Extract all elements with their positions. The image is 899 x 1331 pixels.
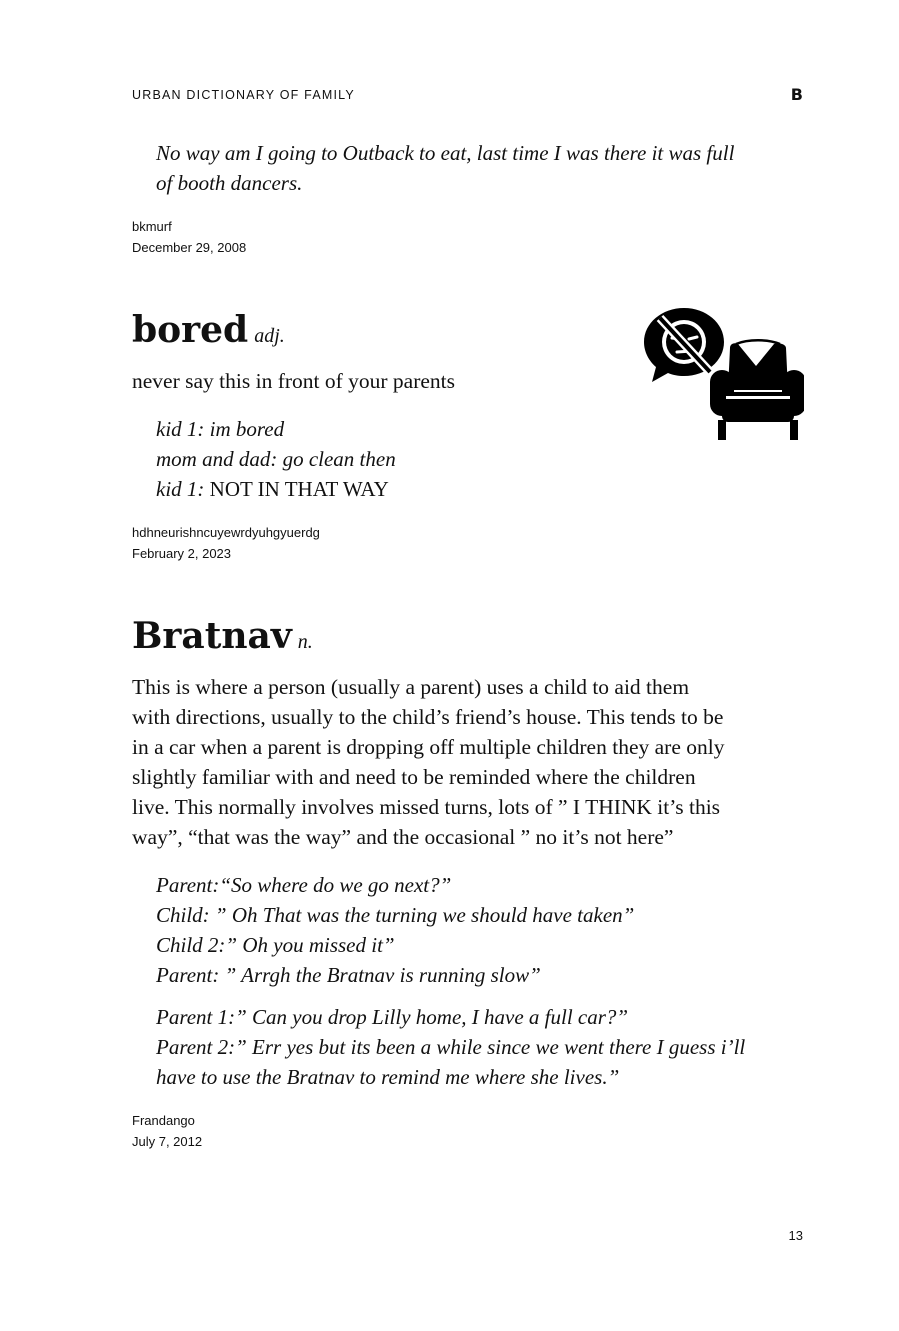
entry-heading	[132, 616, 803, 656]
example-line: No way am I going to Outback to eat, last time I was there it was full	[156, 141, 735, 165]
example-line	[156, 474, 803, 504]
example-line: Child: ” Oh That was the turning we should have taken”	[156, 903, 635, 927]
example-quote	[156, 138, 803, 198]
example-line: Child 2:” Oh you missed it”	[156, 933, 395, 957]
example-shout: NOT IN THAT WAY	[209, 477, 389, 501]
example-speaker: kid 1:	[156, 477, 210, 501]
definition-line: in a car when a parent is dropping off multiple children they are only	[132, 735, 725, 759]
example-line: Parent 1:” Can you drop Lilly home, I have a full car?”	[156, 1005, 629, 1029]
example-line: Parent 2:” Err yes but its been a while since we went there I guess i’ll	[156, 1035, 746, 1059]
entry-meta	[132, 522, 803, 564]
example-line: kid 1: im bored	[156, 417, 285, 441]
example-line: Parent:“So where do we go next?”	[156, 873, 452, 897]
entry-date: July 7, 2012	[132, 1134, 203, 1149]
entry-continuation	[132, 138, 803, 198]
author-name: hdhneurishncuyewrdyuhgyuerdg	[132, 525, 320, 540]
definition-line: live. This normally involves missed turns, lots of ” I THINK it’s this	[132, 795, 721, 819]
entry-date: February 2, 2023	[132, 546, 232, 561]
example-line: Parent: ” Arrgh the Bratnav is running slow”	[156, 963, 541, 987]
definition-line: This is where a person (usually a parent) uses a child to aid them	[132, 675, 690, 699]
entry-definition	[132, 672, 803, 852]
armchair-icon	[710, 340, 804, 440]
author-name: bkmurf	[132, 219, 172, 234]
speech-bubble-icon	[644, 308, 724, 382]
book-title: URBAN DICTIONARY OF FAMILY	[132, 88, 355, 102]
section-letter: B	[790, 85, 803, 104]
example-line: have to use the Bratnav to remind me where she lives.”	[156, 1065, 620, 1089]
entry-term: Bratnav	[132, 615, 292, 657]
entry-example	[132, 870, 803, 990]
entry-example	[132, 1002, 803, 1092]
bored-face-and-armchair-icon	[644, 306, 804, 446]
part-of-speech: adj.	[254, 325, 285, 347]
entry-meta	[132, 216, 803, 258]
entry-term: bored	[132, 309, 249, 351]
example-line: of booth dancers.	[156, 171, 303, 195]
part-of-speech: n.	[297, 631, 313, 653]
entry-definition: never say this in front of your parents	[132, 369, 456, 393]
definition-line: way”, “that was the way” and the occasional ” no it’s not here”	[132, 825, 674, 849]
page-number: 13	[788, 1228, 803, 1243]
page	[132, 0, 803, 1331]
entry-date: December 29, 2008	[132, 240, 247, 255]
definition-line: slightly familiar with and need to be reminded where the children	[132, 765, 696, 789]
author-name: Frandango	[132, 1113, 195, 1128]
example-quote	[156, 1002, 803, 1092]
entry-meta	[132, 1110, 803, 1152]
running-head	[132, 85, 803, 108]
example-quote	[156, 870, 803, 990]
example-line: mom and dad: go clean then	[156, 447, 396, 471]
definition-line: with directions, usually to the child’s friend’s house. This tends to be	[132, 705, 724, 729]
